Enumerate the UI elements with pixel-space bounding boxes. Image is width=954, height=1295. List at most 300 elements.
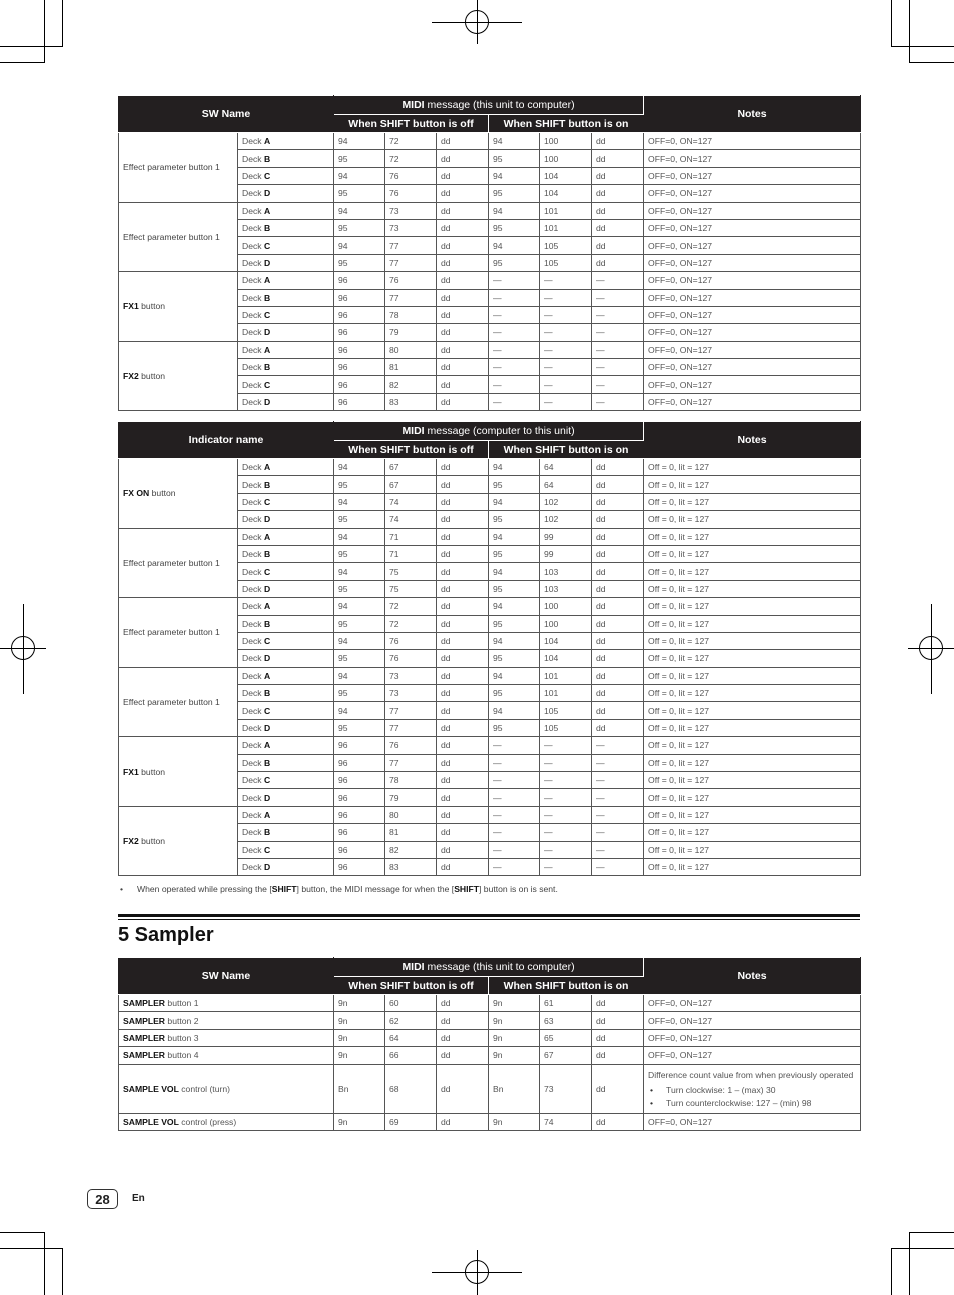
midi-value-cell: 94: [334, 563, 385, 580]
sw-name-text: Effect parameter button 1: [123, 627, 220, 638]
midi-value-cell: dd: [437, 306, 489, 323]
notes-cell: [644, 1064, 861, 1113]
midi-value-cell: —: [489, 841, 540, 858]
deck-cell: [238, 219, 334, 236]
midi-value-cell: —: [540, 806, 592, 823]
midi-value-cell: 76: [385, 632, 437, 649]
table-row: [119, 806, 861, 823]
midi-value-cell: —: [489, 341, 540, 358]
midi-value-cell: dd: [592, 202, 644, 219]
notes-cell: OFF=0, ON=127: [644, 219, 861, 236]
notes-cell: OFF=0, ON=127: [644, 202, 861, 219]
midi-value-cell: Bn: [334, 1064, 385, 1113]
midi-value-cell: 96: [334, 359, 385, 376]
notes-bullet-item: • Turn counterclockwise: 127 – (min) 98: [648, 1097, 856, 1110]
midi-value-cell: —: [592, 858, 644, 875]
midi-value-cell: 104: [540, 632, 592, 649]
midi-value-cell: —: [489, 824, 540, 841]
midi-value-cell: 105: [540, 719, 592, 736]
registration-line: [931, 604, 932, 694]
deck-cell: [238, 667, 334, 684]
deck-letter: A: [263, 344, 271, 355]
midi-value-cell: dd: [437, 254, 489, 271]
midi-value-cell: 81: [385, 359, 437, 376]
shift-off-header: When SHIFT button is off: [334, 977, 489, 995]
midi-value-cell: dd: [592, 1012, 644, 1029]
midi-value-cell: —: [540, 824, 592, 841]
deck-cell: [238, 580, 334, 597]
midi-value-cell: 73: [385, 202, 437, 219]
midi-value-cell: dd: [437, 511, 489, 528]
midi-value-cell: 100: [540, 150, 592, 167]
notes-cell: OFF=0, ON=127: [644, 376, 861, 393]
table-row: [119, 1012, 861, 1029]
midi-value-cell: 9n: [489, 1012, 540, 1029]
midi-value-cell: 76: [385, 185, 437, 202]
deck-prefix: Deck: [242, 531, 264, 542]
crop-mark: [0, 62, 45, 63]
midi-value-cell: 72: [385, 615, 437, 632]
midi-value-cell: 76: [385, 167, 437, 184]
deck-cell: [238, 754, 334, 771]
midi-value-cell: 95: [489, 545, 540, 562]
midi-value-cell: dd: [437, 289, 489, 306]
deck-cell: [238, 393, 334, 410]
notes-cell: Off = 0, lit = 127: [644, 563, 861, 580]
sw-name-cell: [119, 202, 238, 272]
midi-value-cell: dd: [437, 858, 489, 875]
footnote-text: When operated while pressing the [SHIFT] button, the MIDI message for when the [SHIFT] button is on is sent.: [137, 884, 558, 894]
notes-cell: Off = 0, lit = 127: [644, 754, 861, 771]
midi-value-cell: 9n: [489, 1047, 540, 1064]
notes-cell: Off = 0, lit = 127: [644, 806, 861, 823]
midi-value-cell: 65: [540, 1029, 592, 1046]
midi-value-cell: —: [592, 359, 644, 376]
midi-value-cell: —: [592, 324, 644, 341]
deck-cell: [238, 528, 334, 545]
midi-value-cell: 94: [489, 702, 540, 719]
deck-letter: A: [263, 275, 271, 286]
sw-name-cell: [119, 459, 238, 529]
midi-value-cell: 94: [489, 237, 540, 254]
deck-letter: A: [263, 601, 271, 612]
midi-value-cell: dd: [592, 1029, 644, 1046]
midi-value-cell: dd: [592, 995, 644, 1012]
midi-value-cell: 94: [334, 459, 385, 476]
midi-value-cell: 95: [334, 511, 385, 528]
midi-value-cell: —: [592, 772, 644, 789]
deck-letter: B: [263, 618, 271, 629]
deck-cell: [238, 737, 334, 754]
deck-prefix: Deck: [242, 618, 264, 629]
section-rule: [118, 914, 860, 917]
midi-value-cell: dd: [437, 528, 489, 545]
midi-value-cell: —: [540, 306, 592, 323]
midi-value-cell: 9n: [334, 1047, 385, 1064]
deck-letter: A: [263, 810, 271, 820]
crop-mark: [891, 1248, 892, 1295]
deck-prefix: Deck: [242, 462, 264, 473]
midi-value-cell: dd: [592, 459, 644, 476]
midi-value-cell: 96: [334, 737, 385, 754]
deck-cell: [238, 306, 334, 323]
midi-value-cell: dd: [437, 359, 489, 376]
deck-letter: C: [263, 240, 271, 251]
notes-cell: Off = 0, lit = 127: [644, 772, 861, 789]
deck-prefix: Deck: [242, 827, 264, 838]
sw-name-bold: SAMPLE VOL: [123, 1116, 179, 1127]
notes-cell: Off = 0, lit = 127: [644, 493, 861, 510]
midi-value-cell: dd: [437, 737, 489, 754]
notes-cell: Off = 0, lit = 127: [644, 528, 861, 545]
notes-cell: OFF=0, ON=127: [644, 185, 861, 202]
midi-value-cell: 77: [385, 237, 437, 254]
midi-value-cell: 96: [334, 306, 385, 323]
midi-value-cell: 95: [489, 254, 540, 271]
midi-value-cell: dd: [437, 1064, 489, 1113]
sw-name-cell: [119, 1012, 334, 1029]
midi-value-cell: 81: [385, 824, 437, 841]
sw-name-cell: [119, 995, 334, 1012]
midi-value-cell: dd: [592, 254, 644, 271]
indicator-midi-table: [118, 421, 861, 876]
midi-value-cell: dd: [437, 806, 489, 823]
midi-value-cell: 96: [334, 393, 385, 410]
sw-name-cell: [119, 1064, 334, 1113]
deck-letter: C: [263, 170, 271, 181]
midi-value-cell: 103: [540, 580, 592, 597]
midi-value-cell: 67: [540, 1047, 592, 1064]
crop-mark: [891, 1248, 954, 1249]
midi-value-cell: dd: [437, 702, 489, 719]
table-row: [119, 133, 861, 150]
midi-value-cell: dd: [592, 493, 644, 510]
notes-cell: OFF=0, ON=127: [644, 306, 861, 323]
notes-cell: Off = 0, lit = 127: [644, 650, 861, 667]
midi-value-cell: —: [540, 359, 592, 376]
deck-cell: [238, 324, 334, 341]
notes-cell: Off = 0, lit = 127: [644, 789, 861, 806]
midi-value-cell: 96: [334, 272, 385, 289]
midi-value-cell: 94: [489, 133, 540, 150]
midi-value-cell: 64: [540, 476, 592, 493]
midi-value-cell: dd: [592, 476, 644, 493]
deck-cell: [238, 376, 334, 393]
deck-letter: D: [263, 862, 271, 873]
midi-value-cell: 94: [334, 667, 385, 684]
sw-name-header: SW Name: [119, 958, 334, 995]
notes-cell: Off = 0, lit = 127: [644, 615, 861, 632]
deck-prefix: Deck: [242, 362, 264, 373]
midi-value-cell: dd: [592, 150, 644, 167]
midi-value-cell: dd: [437, 341, 489, 358]
deck-prefix: Deck: [242, 636, 264, 647]
bullet: •: [120, 884, 124, 894]
midi-value-cell: dd: [592, 1047, 644, 1064]
midi-value-cell: dd: [437, 376, 489, 393]
midi-value-cell: dd: [592, 1113, 644, 1130]
midi-value-cell: —: [592, 306, 644, 323]
midi-value-cell: 96: [334, 754, 385, 771]
midi-value-cell: dd: [437, 615, 489, 632]
table-row: [119, 995, 861, 1012]
midi-value-cell: 74: [385, 511, 437, 528]
midi-value-cell: 96: [334, 824, 385, 841]
deck-cell: [238, 824, 334, 841]
registration-line: [477, 1250, 478, 1295]
sw-name-text: Effect parameter button 1: [123, 696, 220, 707]
notes-cell: Off = 0, lit = 127: [644, 667, 861, 684]
midi-value-cell: 102: [540, 511, 592, 528]
sw-name-text: button 2: [165, 1015, 199, 1026]
sw-name-text: button: [138, 370, 166, 381]
deck-letter: B: [263, 757, 271, 768]
registration-line: [23, 604, 24, 694]
midi-value-cell: 95: [334, 545, 385, 562]
deck-letter: D: [263, 792, 271, 803]
deck-letter: D: [263, 514, 271, 525]
indicator-name-header: Indicator name: [119, 422, 334, 459]
deck-prefix: Deck: [242, 792, 264, 803]
midi-value-cell: 61: [540, 995, 592, 1012]
deck-prefix: Deck: [242, 479, 264, 490]
deck-prefix: Deck: [242, 136, 264, 147]
table-row: [119, 737, 861, 754]
deck-cell: [238, 563, 334, 580]
midi-value-cell: 94: [334, 528, 385, 545]
deck-letter: C: [263, 379, 271, 390]
table-row: [119, 341, 861, 358]
midi-value-cell: 9n: [489, 1113, 540, 1130]
sw-name-cell: [119, 598, 238, 668]
midi-value-cell: dd: [592, 219, 644, 236]
deck-cell: [238, 289, 334, 306]
deck-prefix: Deck: [242, 723, 264, 734]
sw-name-text: button 4: [165, 1050, 199, 1061]
sw-name-text: Effect parameter button 1: [123, 231, 220, 242]
midi-value-cell: dd: [437, 667, 489, 684]
midi-value-cell: 72: [385, 133, 437, 150]
sw-name-text: Effect parameter button 1: [123, 162, 220, 173]
sw-name-bold: FX2: [123, 836, 139, 847]
deck-prefix: Deck: [242, 566, 264, 577]
deck-prefix: Deck: [242, 275, 264, 286]
deck-prefix: Deck: [242, 310, 264, 321]
midi-value-cell: 100: [540, 133, 592, 150]
midi-value-cell: dd: [592, 237, 644, 254]
deck-cell: [238, 632, 334, 649]
midi-value-cell: dd: [592, 615, 644, 632]
midi-value-cell: 95: [489, 580, 540, 597]
deck-prefix: Deck: [242, 601, 264, 612]
midi-value-cell: —: [592, 789, 644, 806]
midi-value-cell: —: [592, 341, 644, 358]
sw-name-bold: SAMPLER: [123, 1050, 166, 1061]
midi-value-cell: dd: [437, 563, 489, 580]
midi-value-cell: 95: [489, 650, 540, 667]
midi-value-cell: —: [489, 858, 540, 875]
sw-name-text: button: [149, 488, 176, 499]
midi-value-cell: dd: [437, 1113, 489, 1130]
notes-cell: OFF=0, ON=127: [644, 393, 861, 410]
notes-cell: Off = 0, lit = 127: [644, 685, 861, 702]
midi-value-cell: 77: [385, 719, 437, 736]
sw-name-cell: [119, 737, 238, 807]
sw-name-header: SW Name: [119, 96, 334, 133]
midi-value-cell: dd: [592, 719, 644, 736]
notes-cell: Off = 0, lit = 127: [644, 824, 861, 841]
deck-prefix: Deck: [242, 862, 264, 873]
midi-value-cell: 75: [385, 563, 437, 580]
deck-letter: D: [263, 653, 271, 664]
midi-value-cell: 9n: [334, 1012, 385, 1029]
midi-value-cell: —: [540, 341, 592, 358]
midi-value-cell: dd: [437, 841, 489, 858]
midi-value-cell: —: [489, 806, 540, 823]
midi-value-cell: dd: [437, 237, 489, 254]
midi-value-cell: dd: [437, 476, 489, 493]
deck-prefix: Deck: [242, 397, 264, 408]
notes-cell: OFF=0, ON=127: [644, 341, 861, 358]
midi-value-cell: 82: [385, 841, 437, 858]
notes-cell: Off = 0, lit = 127: [644, 545, 861, 562]
midi-value-cell: dd: [592, 580, 644, 597]
deck-prefix: Deck: [242, 188, 264, 199]
midi-value-cell: —: [592, 806, 644, 823]
midi-value-cell: 77: [385, 289, 437, 306]
midi-value-cell: —: [489, 737, 540, 754]
midi-value-cell: 9n: [334, 1113, 385, 1130]
notes-header: Notes: [644, 422, 861, 459]
midi-value-cell: —: [540, 393, 592, 410]
midi-value-cell: dd: [592, 1064, 644, 1113]
sw-name-cell: [119, 341, 238, 411]
midi-value-cell: 95: [489, 219, 540, 236]
midi-value-cell: 75: [385, 580, 437, 597]
deck-letter: B: [263, 292, 271, 303]
midi-value-cell: 68: [385, 1064, 437, 1113]
midi-value-cell: dd: [437, 150, 489, 167]
sw-name-text: control (turn): [178, 1083, 230, 1094]
table-body: [119, 459, 861, 876]
midi-value-cell: 94: [334, 202, 385, 219]
midi-value-cell: 78: [385, 306, 437, 323]
sw-name-bold: FX2: [123, 370, 139, 381]
deck-cell: [238, 511, 334, 528]
midi-value-cell: 99: [540, 528, 592, 545]
midi-value-cell: 96: [334, 289, 385, 306]
deck-prefix: Deck: [242, 705, 264, 716]
midi-value-cell: 79: [385, 324, 437, 341]
midi-value-cell: dd: [437, 754, 489, 771]
midi-value-cell: —: [489, 324, 540, 341]
deck-prefix: Deck: [242, 292, 264, 303]
midi-value-cell: —: [592, 272, 644, 289]
midi-value-cell: 73: [540, 1064, 592, 1113]
midi-value-cell: 64: [540, 459, 592, 476]
midi-value-cell: —: [540, 789, 592, 806]
midi-value-cell: 94: [334, 702, 385, 719]
crop-mark: [0, 46, 63, 47]
midi-value-cell: 63: [540, 1012, 592, 1029]
notes-cell: OFF=0, ON=127: [644, 167, 861, 184]
deck-cell: [238, 359, 334, 376]
section-title: 5 Sampler: [118, 924, 214, 946]
table-row: [119, 1047, 861, 1064]
midi-value-cell: 94: [334, 632, 385, 649]
notes-cell: Off = 0, lit = 127: [644, 719, 861, 736]
deck-cell: [238, 615, 334, 632]
deck-letter: C: [263, 566, 271, 577]
deck-letter: D: [263, 327, 271, 338]
notes-cell: Off = 0, lit = 127: [644, 632, 861, 649]
midi-value-cell: dd: [437, 185, 489, 202]
deck-letter: B: [263, 223, 271, 234]
notes-cell: Off = 0, lit = 127: [644, 511, 861, 528]
deck-letter: A: [263, 531, 271, 542]
notes-cell: OFF=0, ON=127: [644, 1029, 861, 1046]
midi-value-cell: —: [489, 393, 540, 410]
midi-value-cell: 60: [385, 995, 437, 1012]
notes-header: Notes: [644, 958, 861, 995]
midi-value-cell: dd: [592, 545, 644, 562]
sw-name-bold: SAMPLE VOL: [123, 1083, 179, 1094]
deck-cell: [238, 806, 334, 823]
sw-name-text: Effect parameter button 1: [123, 557, 220, 568]
midi-value-cell: dd: [437, 393, 489, 410]
midi-value-cell: dd: [592, 528, 644, 545]
shift-on-header: When SHIFT button is on: [489, 115, 644, 133]
sw-name-cell: [119, 528, 238, 598]
midi-value-cell: 95: [334, 150, 385, 167]
notes-cell: OFF=0, ON=127: [644, 254, 861, 271]
midi-value-cell: dd: [437, 719, 489, 736]
midi-value-cell: —: [592, 393, 644, 410]
deck-prefix: Deck: [242, 327, 264, 338]
deck-letter: C: [263, 310, 271, 321]
notes-cell: OFF=0, ON=127: [644, 1113, 861, 1130]
midi-value-cell: 94: [489, 632, 540, 649]
table-row: [119, 1064, 861, 1113]
midi-value-cell: dd: [437, 202, 489, 219]
sampler-midi-table: [118, 957, 861, 1131]
deck-prefix: Deck: [242, 240, 264, 251]
midi-value-cell: 95: [334, 685, 385, 702]
sw-name-bold: SAMPLER: [123, 998, 166, 1009]
midi-value-cell: —: [489, 289, 540, 306]
deck-prefix: Deck: [242, 205, 264, 216]
midi-value-cell: 79: [385, 789, 437, 806]
midi-value-cell: dd: [437, 824, 489, 841]
deck-prefix: Deck: [242, 740, 264, 751]
crop-mark: [909, 0, 910, 63]
midi-value-cell: dd: [437, 459, 489, 476]
deck-prefix: Deck: [242, 844, 264, 855]
crop-mark: [891, 46, 954, 47]
notes-cell: Off = 0, lit = 127: [644, 476, 861, 493]
midi-value-cell: 83: [385, 393, 437, 410]
midi-value-cell: 77: [385, 754, 437, 771]
notes-cell: Off = 0, lit = 127: [644, 580, 861, 597]
midi-value-cell: —: [489, 376, 540, 393]
midi-value-cell: 101: [540, 202, 592, 219]
midi-value-cell: —: [489, 754, 540, 771]
midi-value-cell: 67: [385, 459, 437, 476]
midi-value-cell: 105: [540, 702, 592, 719]
sw-name-bold: SAMPLER: [123, 1015, 166, 1026]
deck-prefix: Deck: [242, 775, 264, 786]
deck-cell: [238, 719, 334, 736]
